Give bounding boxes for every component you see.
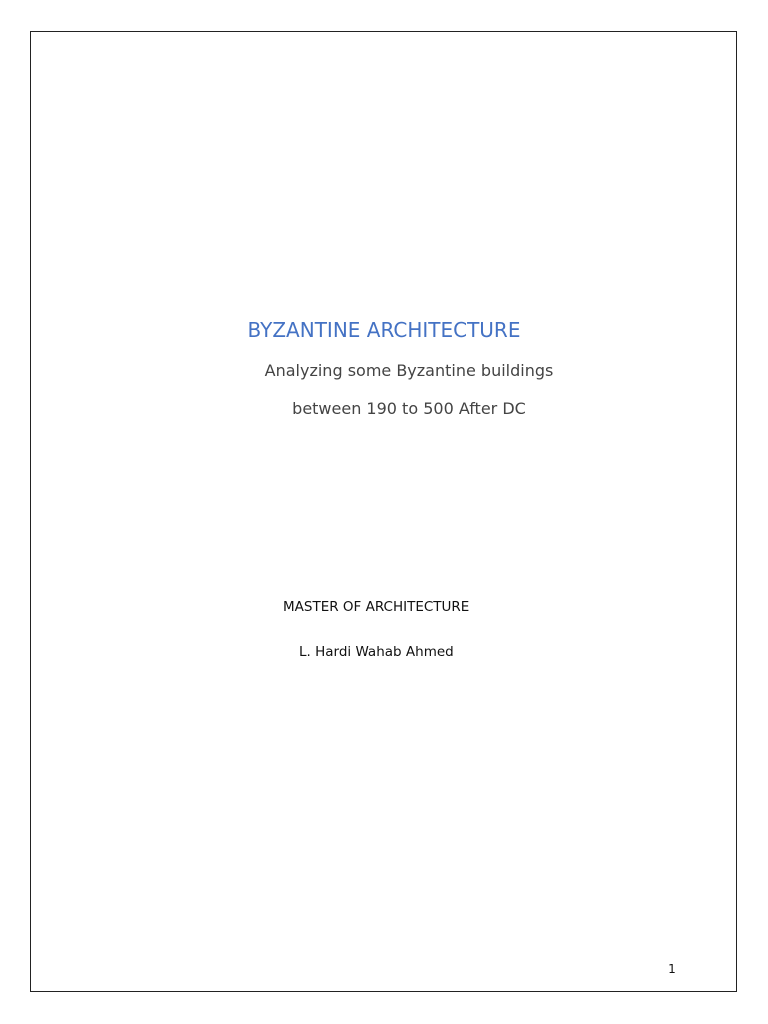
page-border <box>30 31 737 992</box>
author-name: L. Hardi Wahab Ahmed <box>299 644 454 660</box>
page-number: 1 <box>668 962 676 976</box>
document-title: BYZANTINE ARCHITECTURE <box>247 318 521 342</box>
degree-label: MASTER OF ARCHITECTURE <box>283 599 470 615</box>
document-subtitle-line-1: Analyzing some Byzantine buildings <box>264 361 554 380</box>
document-subtitle-line-2: between 190 to 500 After DC <box>292 399 526 418</box>
